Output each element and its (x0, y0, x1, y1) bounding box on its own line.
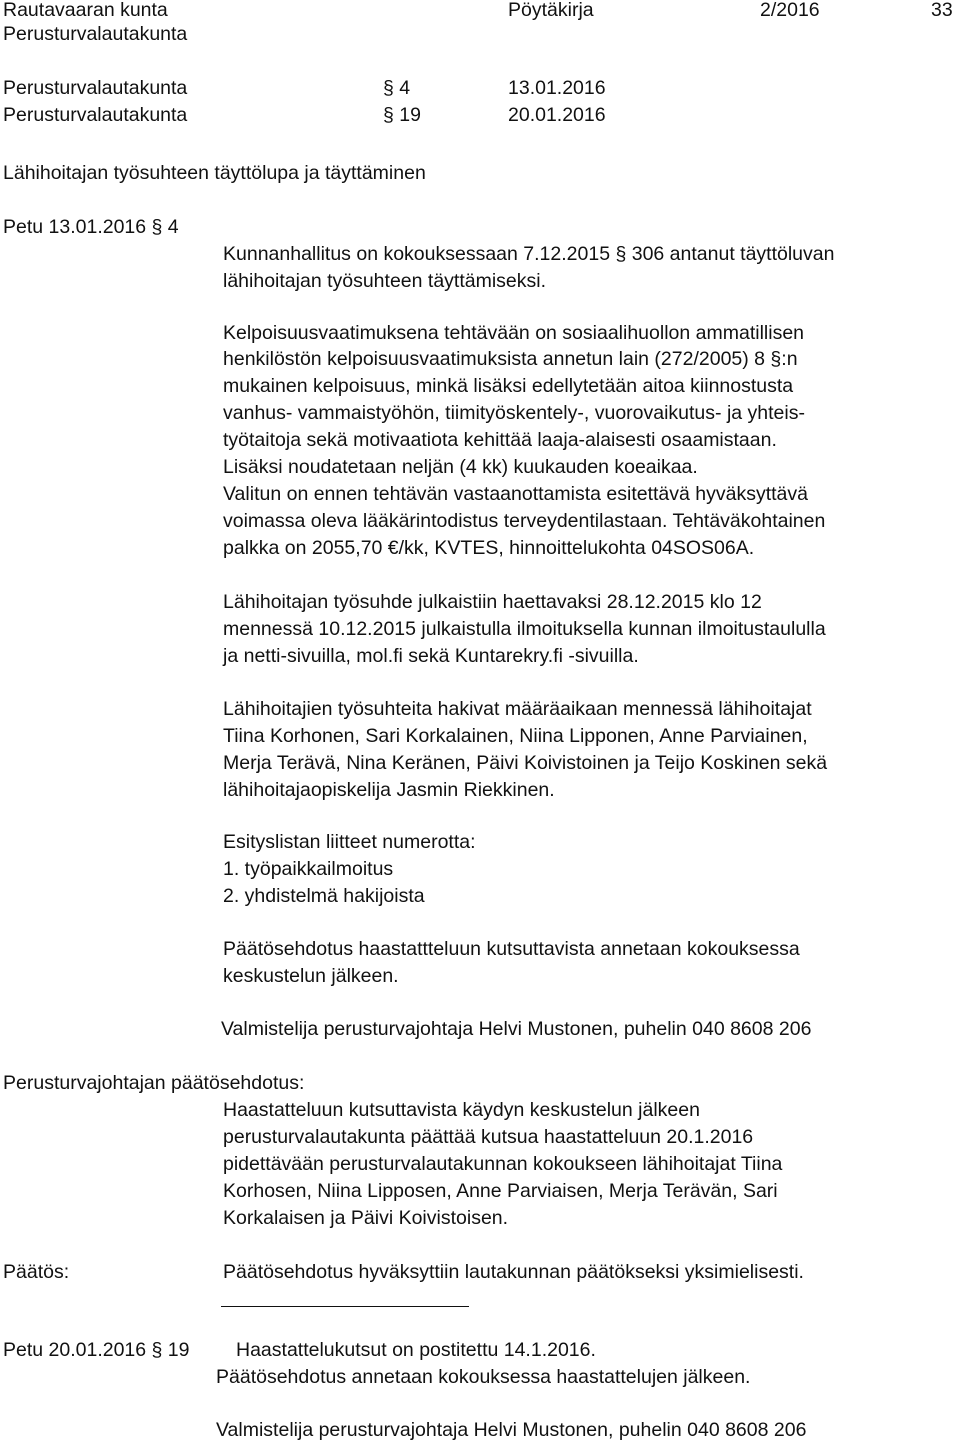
intro-line: lähihoitajan työsuhteen täyttämiseksi. (223, 270, 547, 292)
qualification-line: Kelpoisuusvaatimuksena tehtävään on sosiaalihuollon ammatillisen (223, 322, 805, 344)
decision-label: Päätös: (3, 1261, 70, 1283)
qualification-line: työtaitoja sekä motivaatiota kehittää laaja-alaisesti osaamistaan. (223, 429, 777, 451)
qualification-line: voimassa oleva lääkärintodistus terveydentilastaan. Tehtäväkohtainen (223, 510, 826, 532)
organization-name: Rautavaaran kunta (3, 0, 168, 21)
decision-text: Päätösehdotus hyväksyttiin lautakunnan päätökseksi yksimielisesti. (223, 1261, 804, 1283)
attachment-item: 2. yhdistelmä hakijoista (223, 885, 425, 907)
qualification-line: Valitun on ennen tehtävän vastaanottamista esitettävä hyväksyttävä (223, 483, 808, 505)
reference-date: 20.01.2016 (508, 104, 606, 126)
followup-line: Haastattelukutsut on postitettu 14.1.2016. (236, 1339, 596, 1361)
director-proposal-line: Korkalaisen ja Päivi Koivistoisen. (223, 1207, 509, 1229)
applicants-line: Merja Terävä, Nina Keränen, Päivi Koivistoinen ja Teijo Koskinen sekä (223, 752, 828, 774)
reference-body: Perusturvalautakunta (3, 104, 188, 126)
qualification-line: henkilöstön kelpoisuusvaatimuksista annetun lain (272/2005) 8 §:n (223, 348, 798, 370)
director-proposal-label: Perusturvajohtajan päätösehdotus: (3, 1072, 305, 1094)
proposal-note-line: Päätösehdotus haastattteluun kutsuttavista annetaan kokouksessa (223, 938, 800, 960)
reference-section: § 19 (383, 104, 421, 126)
reference-section: § 4 (383, 77, 411, 99)
attachment-item: 1. työpaikkailmoitus (223, 858, 394, 880)
meeting-heading: Petu 13.01.2016 § 4 (3, 216, 179, 238)
proposal-note-line: keskustelun jälkeen. (223, 965, 399, 987)
intro-line: Kunnanhallitus on kokouksessaan 7.12.2015 § 306 antanut täyttöluvan (223, 243, 835, 265)
applicants-line: Lähihoitajien työsuhteita hakivat määräaikaan mennessä lähihoitajat (223, 698, 812, 720)
qualification-line: palkka on 2055,70 €/kk, KVTES, hinnoittelukohta 04SOS06A. (223, 537, 755, 559)
applicants-line: Tiina Korhonen, Sari Korkalainen, Niina Lipponen, Anne Parviainen, (223, 725, 808, 747)
meeting-heading: Petu 20.01.2016 § 19 (3, 1339, 190, 1361)
publication-line: Lähihoitajan työsuhde julkaistiin haettavaksi 28.12.2015 klo 12 (223, 591, 762, 613)
attachments-heading: Esityslistan liitteet numerotta: (223, 831, 476, 853)
committee-name: Perusturvalautakunta (3, 23, 188, 45)
section-divider (221, 1306, 469, 1307)
publication-line: ja netti-sivuilla, mol.fi sekä Kuntarekry.fi -sivuilla. (223, 645, 639, 667)
document-type: Pöytäkirja (508, 0, 594, 21)
page-number: 33 (931, 0, 953, 21)
qualification-line: mukainen kelpoisuus, minkä lisäksi edellytetään aitoa kiinnostusta (223, 375, 794, 397)
document-number: 2/2016 (760, 0, 820, 21)
preparer-line: Valmistelija perusturvajohtaja Helvi Mustonen, puhelin 040 8608 206 (216, 1419, 807, 1441)
matter-title: Lähihoitajan työsuhteen täyttölupa ja täyttäminen (3, 162, 426, 184)
director-proposal-line: Korhosen, Niina Lipposen, Anne Parviaisen, Merja Terävän, Sari (223, 1180, 778, 1202)
reference-body: Perusturvalautakunta (3, 77, 188, 99)
applicants-line: lähihoitajaopiskelija Jasmin Riekkinen. (223, 779, 555, 801)
director-proposal-line: perusturvalautakunta päättää kutsua haastatteluun 20.1.2016 (223, 1126, 754, 1148)
preparer-line: Valmistelija perusturvajohtaja Helvi Mustonen, puhelin 040 8608 206 (221, 1018, 812, 1040)
reference-date: 13.01.2016 (508, 77, 606, 99)
director-proposal-line: Haastatteluun kutsuttavista käydyn keskustelun jälkeen (223, 1099, 700, 1121)
followup-line: Päätösehdotus annetaan kokouksessa haastattelujen jälkeen. (216, 1366, 751, 1388)
qualification-line: vanhus- vammaistyöhön, tiimityöskentely-, vuorovaikutus- ja yhteis- (223, 402, 805, 424)
qualification-line: Lisäksi noudatetaan neljän (4 kk) kuukauden koeaikaa. (223, 456, 698, 478)
publication-line: mennessä 10.12.2015 julkaistulla ilmoituksella kunnan ilmoitustaululla (223, 618, 826, 640)
director-proposal-line: pidettävään perusturvalautakunnan kokoukseen lähihoitajat Tiina (223, 1153, 783, 1175)
